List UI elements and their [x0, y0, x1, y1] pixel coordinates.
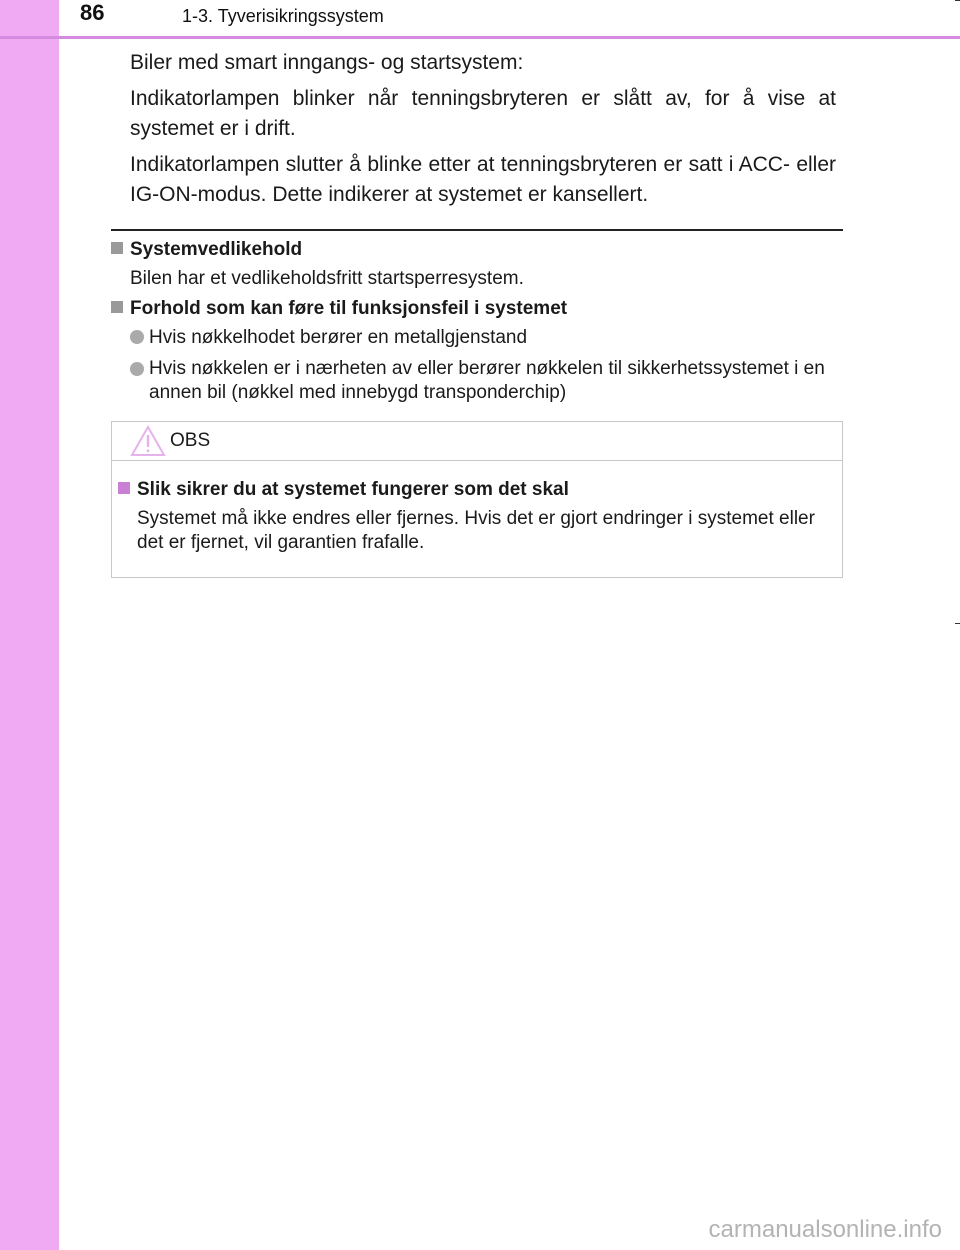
- smart-system-heading: Biler med smart inngangs- og startsystem:: [130, 51, 524, 74]
- notice-heading-text: Slik sikrer du at systemet fungerer som det skal: [137, 479, 569, 500]
- notice-heading: [118, 479, 569, 501]
- warning-triangle-icon: [130, 425, 166, 457]
- crop-mark-mid: [955, 623, 960, 624]
- square-bullet-icon: [118, 482, 130, 494]
- maintenance-heading: [111, 239, 302, 261]
- list-item-text: Hvis nøkkelhodet berører en metallgjenstand: [149, 327, 528, 348]
- circle-bullet-icon: [130, 330, 144, 344]
- circle-bullet-icon: [130, 362, 144, 376]
- square-bullet-icon: [111, 242, 123, 254]
- crop-mark-top: [955, 0, 960, 1]
- list-item: [130, 326, 527, 350]
- section-title: 1-3. Tyverisikringssystem: [182, 6, 384, 26]
- intro-paragraph-2: Indikatorlampen slutter å blinke etter at tenningsbryteren er satt i ACC- eller IG-ON-modus. Dette indikerer at systemet er kansellert.: [130, 153, 836, 206]
- intro-paragraph-1: Indikatorlampen blinker når tenningsbryteren er slått av, for å vise at systemet er i drift.: [130, 87, 836, 140]
- notice-text: Systemet må ikke endres eller fjernes. Hvis det er gjort endringer i systemet eller det er fjernet, vil garantien frafalle.: [137, 508, 815, 553]
- square-bullet-icon: [111, 301, 123, 313]
- notice-box: [111, 421, 843, 578]
- header-rule: [0, 36, 960, 39]
- watermark: carmanualsonline.info: [708, 1216, 942, 1243]
- side-tab-strip: [0, 0, 59, 1250]
- malfunction-heading: [111, 298, 567, 320]
- maintenance-heading-text: Systemvedlikehold: [130, 239, 303, 260]
- maintenance-text: Bilen har et vedlikeholdsfritt startsperresystem.: [130, 268, 524, 289]
- malfunction-heading-text: Forhold som kan føre til funksjonsfeil i systemet: [130, 298, 568, 319]
- list-item: [130, 357, 846, 405]
- notice-header: [112, 422, 842, 461]
- page-number: 86: [80, 0, 105, 25]
- list-item-text: Hvis nøkkelen er i nærheten av eller berører nøkkelen til sikkerhetssystemet i en annen bil (nøkkel med innebygd transponderchip): [149, 358, 825, 403]
- section-divider: [111, 229, 843, 231]
- notice-label: OBS: [170, 430, 211, 451]
